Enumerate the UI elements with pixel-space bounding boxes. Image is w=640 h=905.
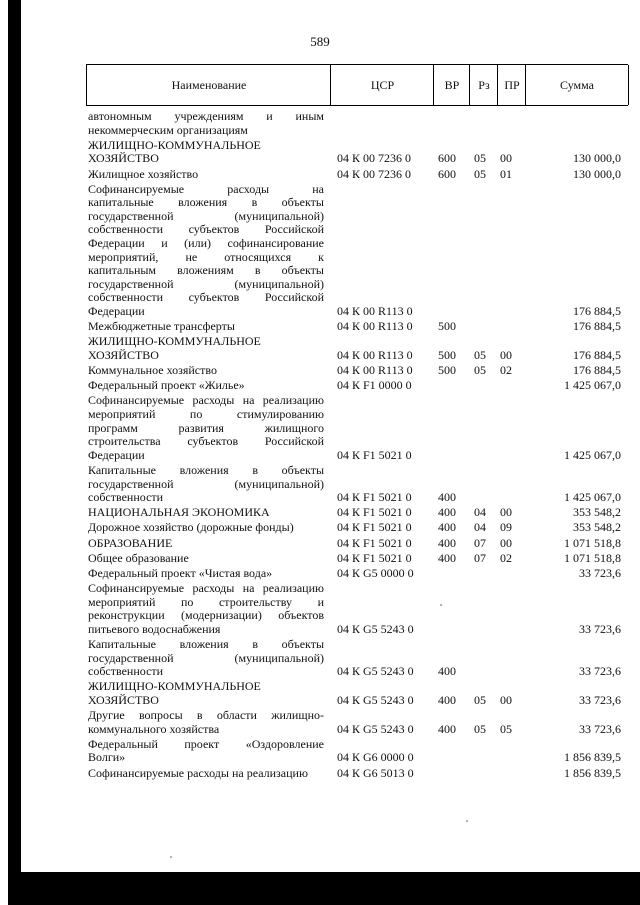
row-name-line: ХОЗЯЙСТВО [88,151,159,166]
scan-speck [466,820,468,822]
row-rz: 05 [474,166,486,181]
row-vr: 500 [438,363,456,378]
row-name-line: Общее образование [88,550,189,565]
row-name [88,183,324,319]
header-vr: ВР [433,65,470,105]
row-name-line: Другие вопросы в области жилищно- [88,708,324,723]
row-name [88,464,324,505]
row-pr: 00 [500,347,512,362]
row-name [88,379,324,393]
row-sum: 1 071 518,8 [564,535,621,550]
row-csr: 04 К 00 R113 0 [337,319,413,334]
row-sum: 33 723,6 [579,664,621,679]
row-name-line: ХОЗЯЙСТВО [88,347,159,362]
row-name-line: государственной (муниципальной) [88,276,324,291]
row-sum: 33 723,6 [579,721,621,736]
row-name-line: Федерации и (или) софинансирование [88,236,324,251]
row-name-line: некоммерческим организациям [88,122,248,137]
row-pr: 05 [500,721,512,736]
row-csr: 04 К G5 0000 0 [337,565,414,580]
row-csr: 04 К F1 5021 0 [337,535,412,550]
row-rz: 05 [474,347,486,362]
row-name [88,320,324,334]
row-name-line: Федерации [88,303,145,318]
row-name-line: Федеральный проект «Жилье» [88,378,245,393]
row-name-line: мероприятий, не относящихся к [88,249,324,264]
row-csr: 04 К G5 5243 0 [337,664,414,679]
row-name-line: государственной (муниципальной) [88,476,324,491]
row-name-line: Софинансируемые расходы на [88,181,324,196]
row-name [88,139,324,166]
row-name-line: ЖИЛИЩНО-КОММУНАЛЬНОЕ [88,679,261,694]
row-csr: 04 К G5 5243 0 [337,692,414,707]
scan-speck [170,856,172,858]
row-csr: 04 К 00 7236 0 [337,151,412,166]
row-vr: 400 [438,535,456,550]
row-name-line: питьевого водоснабжения [88,621,221,636]
row-name-line: ЖИЛИЩНО-КОММУНАЛЬНОЕ [88,137,261,152]
row-sum: 1 425 067,0 [564,447,621,462]
row-sum: 1 071 518,8 [564,550,621,565]
row-sum: 1 425 067,0 [564,378,621,393]
row-pr: 00 [500,151,512,166]
row-name-line: реконструкции (модернизации) объектов [88,608,324,623]
row-name-line: Федеральный проект «Оздоровление [88,736,324,751]
row-pr: 01 [500,166,512,181]
row-csr: 04 К 00 R113 0 [337,363,413,378]
row-csr: 04 К 00 7236 0 [337,166,412,181]
row-name-line: государственной (муниципальной) [88,208,324,223]
row-sum: 176 884,5 [573,304,621,319]
row-name-line: собственности [88,664,164,679]
row-name-line: Федеральный проект «Чистая вода» [88,565,273,580]
row-name-line: мероприятий по стимулированию [88,406,324,421]
row-vr: 600 [438,151,456,166]
row-name-line: коммунального хозяйства [88,721,220,736]
row-name-line: автономным учреждениям и иным [88,109,324,123]
row-name-line: собственности [88,490,164,505]
row-name [88,767,324,781]
page-number: 589 [310,34,330,49]
row-name [88,394,324,462]
row-name-line: ОБРАЗОВАНИЕ [88,535,173,550]
row-csr: 04 К G5 5243 0 [337,621,414,636]
row-name-line: Межбюджетные трансферты [88,319,235,334]
row-name-line: Капитальные вложения в объекты [88,637,324,651]
row-name-line: Жилищное хозяйство [88,166,199,181]
row-name-line: НАЦИОНАЛЬНАЯ ЭКОНОМИКА [88,505,270,520]
row-pr: 02 [500,550,512,565]
row-sum: 353 548,2 [573,520,621,535]
row-csr: 04 К F1 5021 0 [337,447,412,462]
row-sum: 176 884,5 [573,319,621,334]
row-vr: 500 [438,347,456,362]
row-name-line: Федерации [88,447,145,462]
row-rz: 05 [474,692,486,707]
row-name-line: собственности субъектов Российской [88,290,324,305]
row-name-line: Софинансируемые расходы на реализацию [88,393,324,408]
row-rz: 04 [474,520,486,535]
header-rz: Рз [469,65,498,105]
row-csr: 04 К F1 5021 0 [337,550,412,565]
row-name [88,638,324,679]
row-sum: 1 856 839,5 [564,750,621,765]
scan-edge-bottom [21,872,640,905]
row-rz: 07 [474,550,486,565]
row-name-line: государственной (муниципальной) [88,650,324,665]
header-name: Наименование [86,65,331,105]
row-vr: 400 [438,721,456,736]
row-name-line: Софинансируемые расходы на реализацию [88,581,324,596]
row-csr: 04 К G6 0000 0 [337,750,414,765]
row-name-line: ХОЗЯЙСТВО [88,692,159,707]
row-vr: 500 [438,319,456,334]
table-header [86,64,628,106]
row-csr: 04 К G6 5013 0 [337,765,414,780]
row-name [88,567,324,581]
row-name-line: Капитальные вложения в объекты [88,462,324,477]
row-sum: 33 723,6 [579,692,621,707]
row-rz: 05 [474,721,486,736]
row-rz: 04 [474,505,486,520]
row-name [88,506,324,520]
row-name-line: Дорожное хозяйство (дорожные фонды) [88,520,294,535]
header-sum: Сумма [525,65,629,105]
row-name [88,537,324,551]
row-vr: 400 [438,505,456,520]
row-rz: 05 [474,151,486,166]
row-name-line: Коммунальное хозяйство [88,363,217,378]
row-name-line: строительства субъектов Российской [88,434,324,449]
row-pr: 02 [500,363,512,378]
row-name [88,709,324,736]
row-name [88,582,324,636]
row-name-line: мероприятий по строительству и [88,594,324,609]
row-name [88,680,324,707]
row-name [88,364,324,378]
row-csr: 04 К F1 5021 0 [337,520,412,535]
row-vr: 400 [438,664,456,679]
header-pr: ПР [497,65,526,105]
row-pr: 00 [500,692,512,707]
row-sum: 33 723,6 [579,621,621,636]
row-name-line: программ развития жилищного [88,420,324,435]
row-name [88,552,324,566]
row-name-line: капитальные вложения в объекты [88,195,324,210]
row-name [88,738,324,765]
row-sum: 130 000,0 [573,151,621,166]
row-vr: 400 [438,550,456,565]
row-sum: 353 548,2 [573,505,621,520]
row-name-line: Волги» [88,750,126,765]
row-sum: 176 884,5 [573,347,621,362]
row-sum: 130 000,0 [573,166,621,181]
row-sum: 1 425 067,0 [564,490,621,505]
row-csr: 04 К F1 5021 0 [337,505,412,520]
row-name-line: собственности субъектов Российской [88,222,324,237]
row-csr: 04 К F1 0000 0 [337,378,412,393]
row-vr: 400 [438,520,456,535]
header-csr: ЦСР [330,65,434,105]
scan-edge-left [8,0,21,905]
row-pr: 00 [500,505,512,520]
row-pr: 00 [500,535,512,550]
row-name [88,521,324,535]
row-name-line: Софинансируемые расходы на реализацию [88,765,308,780]
row-rz: 07 [474,535,486,550]
row-rz: 05 [474,363,486,378]
row-vr: 600 [438,166,456,181]
row-vr: 400 [438,490,456,505]
row-sum: 176 884,5 [573,363,621,378]
row-name-line: ЖИЛИЩНО-КОММУНАЛЬНОЕ [88,334,261,349]
row-csr: 04 К G5 5243 0 [337,721,414,736]
row-csr: 04 К 00 R113 0 [337,304,413,319]
row-name-line: капитальным вложениям в объекты [88,263,324,278]
row-sum: 1 856 839,5 [564,765,621,780]
scan-speck [440,604,442,606]
row-name [88,335,324,362]
row-csr: 04 К F1 5021 0 [337,490,412,505]
row-sum: 33 723,6 [579,565,621,580]
row-name [88,168,324,182]
row-name [88,110,324,137]
row-pr: 09 [500,520,512,535]
row-csr: 04 К 00 R113 0 [337,347,413,362]
row-vr: 400 [438,692,456,707]
